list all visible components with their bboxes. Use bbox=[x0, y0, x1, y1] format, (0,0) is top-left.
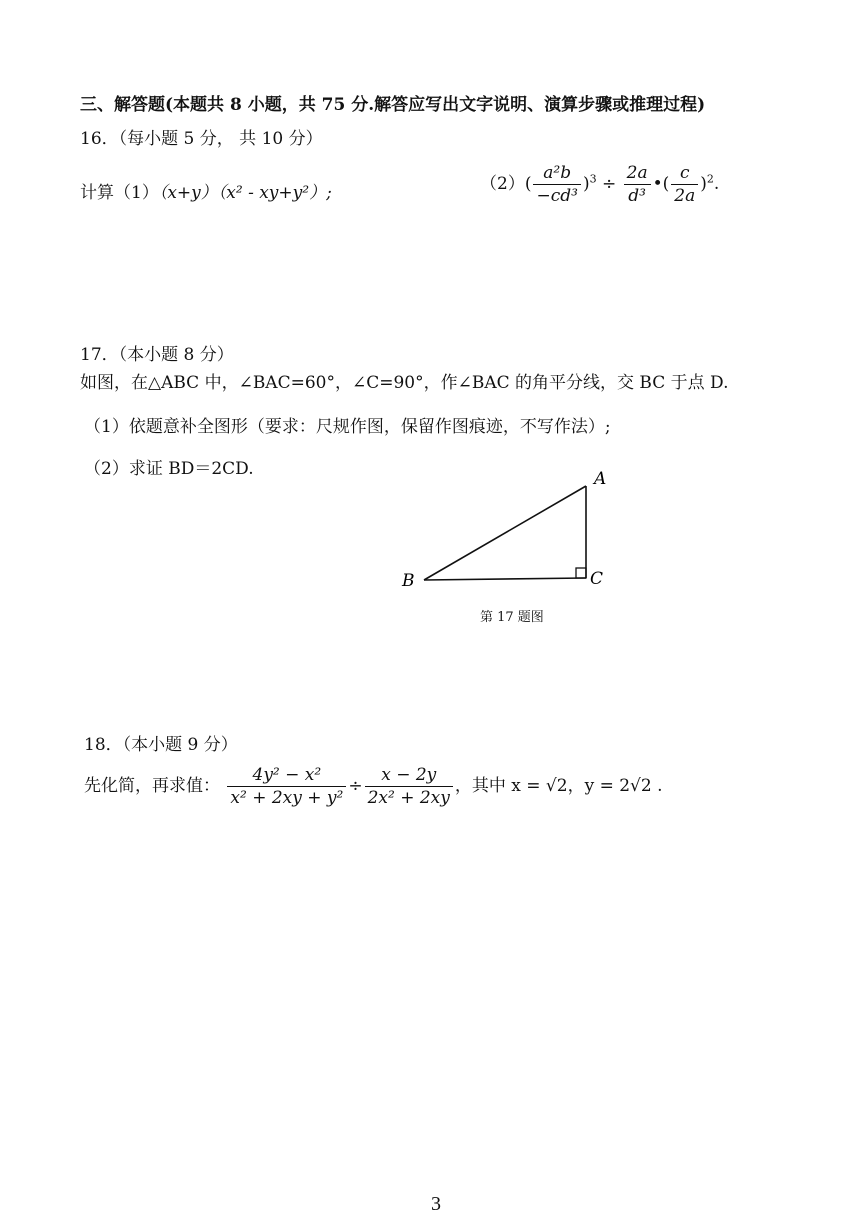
multiply-dot: • bbox=[652, 174, 663, 194]
section-header: 三、解答题(本题共 8 小题，共 75 分.解答应写出文字说明、演算步骤或推理过程) bbox=[80, 95, 706, 115]
q16-part1-num: （1） bbox=[114, 183, 159, 203]
q18-lead: 先化简，再求值： bbox=[84, 776, 220, 796]
division-sign: ÷ bbox=[601, 174, 617, 194]
q16-part2: （2）( $\frac{\text{a²b}}{\text{−cd³}}$ )$^3$ ÷ $\frac{2a}{\text{d³}}$ •( $\frac{c}{2a}$ )$^2$. bbox=[480, 163, 720, 206]
q18-fraction-1: $\frac{\text{4y² − x²}}{\text{x² + 2xy + y²}}$ bbox=[227, 764, 346, 809]
segment-BC bbox=[424, 578, 586, 580]
figure-caption: 第 17 题图 bbox=[480, 610, 544, 625]
q16-label: 计算 bbox=[80, 183, 114, 203]
q18-tail: ，其中 x = √2，y = 2√2 . bbox=[454, 776, 663, 796]
q16-part1 bbox=[80, 178, 332, 203]
q16-fraction-2: $\frac{2a}{\text{d³}}$ bbox=[624, 162, 651, 207]
segment-AB bbox=[424, 486, 586, 580]
label-B: B bbox=[402, 571, 415, 591]
q16-part1-expression: （x+y）（x² - xy+y²）; bbox=[158, 183, 332, 203]
page-number: 3 bbox=[431, 1193, 441, 1215]
q16-fraction-3: $\frac{c}{2a}$ bbox=[671, 162, 698, 207]
q17-sub2: （2）求证 BD＝2CD. bbox=[84, 459, 254, 479]
q17-sub1: （1）依题意补全图形（要求：尺规作图，保留作图痕迹，不写作法）; bbox=[84, 417, 611, 437]
right-angle-mark bbox=[576, 568, 586, 578]
q18-title: 18．（本小题 9 分） bbox=[84, 735, 238, 755]
division-sign: ÷ bbox=[348, 776, 363, 796]
label-C: C bbox=[590, 569, 604, 589]
triangle-figure bbox=[390, 462, 630, 597]
q18-expression bbox=[84, 764, 663, 809]
label-A: A bbox=[594, 469, 607, 489]
q17-stem: 如图，在△ABC 中，∠BAC=60°，∠C=90°，作∠BAC 的角平分线，交 BC 于点 D. bbox=[80, 373, 729, 393]
q16-part2-num: （2） bbox=[480, 174, 525, 194]
q16-fraction-1: $\frac{\text{a²b}}{\text{−cd³}}$ bbox=[533, 162, 580, 207]
q17-title: 17．（本小题 8 分） bbox=[80, 345, 234, 365]
q16-title: 16．（每小题 5 分， 共 10 分） bbox=[80, 129, 323, 149]
q18-fraction-2: $\frac{x - 2y}{\text{2x² + 2xy}}$ bbox=[365, 764, 453, 809]
